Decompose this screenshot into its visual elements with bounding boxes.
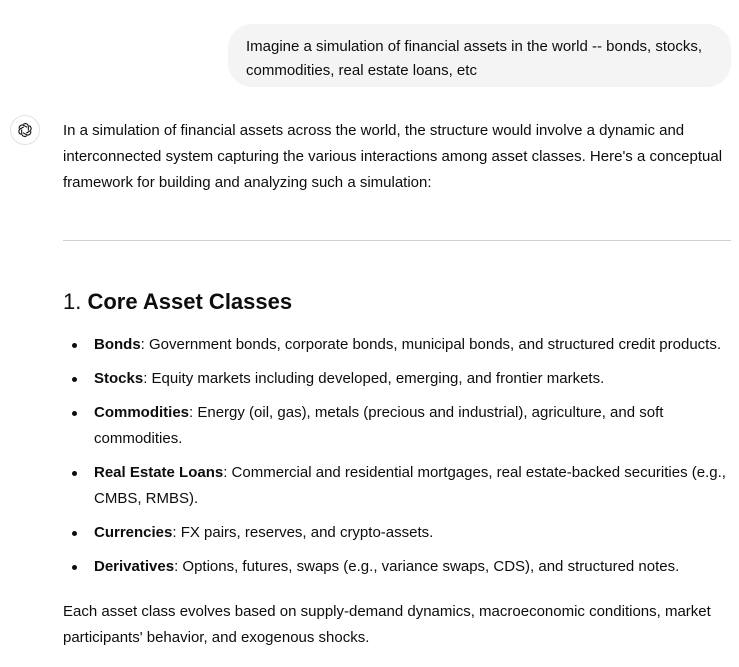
list-item-text: : Energy (oil, gas), metals (precious and industrial), agriculture, and soft commodities.	[94, 404, 664, 447]
list-item-term: Stocks	[94, 370, 144, 387]
list-item-text: : Options, futures, swaps (e.g., variance swaps, CDS), and structured notes.	[174, 558, 680, 575]
list-item-text: : Equity markets including developed, emerging, and frontier markets.	[143, 370, 605, 387]
list-item	[63, 366, 731, 392]
section-number: 1.	[63, 289, 82, 314]
user-message-text: Imagine a simulation of financial assets in the world -- bonds, stocks, commodities, real estate loans, etc	[246, 38, 703, 79]
user-message-bubble	[228, 24, 731, 87]
list-item	[63, 520, 731, 546]
list-item-term: Bonds	[94, 336, 141, 353]
list-item	[63, 400, 731, 452]
list-item	[63, 332, 731, 358]
section-title: Core Asset Classes	[87, 289, 293, 314]
list-item-term: Real Estate Loans	[94, 464, 224, 481]
list-item	[63, 460, 731, 512]
list-item-text: : Commercial and residential mortgages, real estate-backed securities (e.g., CMBS, RMBS).	[94, 464, 726, 507]
closing-paragraph: Each asset class evolves based on supply-demand dynamics, macroeconomic conditions, market participants' behavior, and exogenous shocks.	[63, 603, 711, 646]
asset-class-list	[63, 332, 731, 580]
section-divider	[63, 240, 731, 241]
list-item	[63, 554, 731, 580]
list-item-term: Derivatives	[94, 558, 175, 575]
openai-logo-icon	[17, 122, 33, 138]
section-heading	[63, 286, 292, 318]
list-item-text: : Government bonds, corporate bonds, municipal bonds, and structured credit products.	[140, 336, 721, 353]
list-item-text: : FX pairs, reserves, and crypto-assets.	[172, 524, 434, 541]
assistant-avatar	[10, 115, 40, 145]
assistant-intro	[63, 118, 731, 196]
list-item-term: Commodities	[94, 404, 190, 421]
list-item-term: Currencies	[94, 524, 173, 541]
intro-paragraph: In a simulation of financial assets across the world, the structure would involve a dynamic and interconnected system capturing the various interactions among asset classes. Here's a conceptual framework for building and analyzing such a simulation:	[63, 122, 723, 191]
